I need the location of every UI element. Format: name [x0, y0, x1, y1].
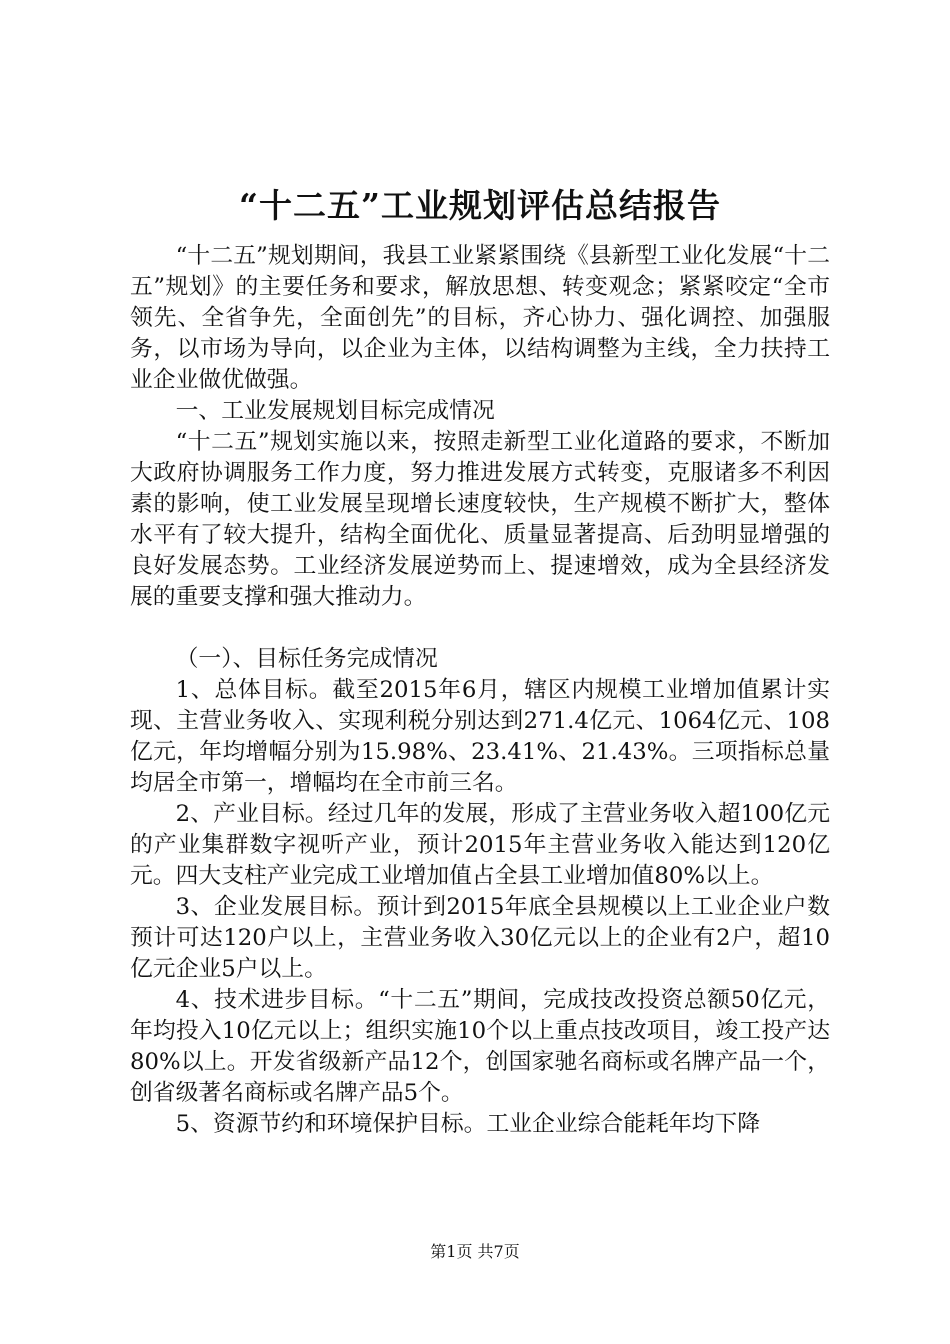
intro-paragraph: “十二五”规划期间，我县工业紧紧围绕《县新型工业化发展“十二五”规划》的主要任务和要求，解放思想、转变观念；紧紧咬定“全市领先、全省争先，全面创先”的目标，齐心协力、强化调控、加强服务，以市场为导向，以企业为主体，以结构调整为主线，全力扶持工业企业做优做强。	[130, 243, 830, 393]
goal-item-industry: 2、产业目标。经过几年的发展，形成了主营业务收入超100亿元的产业集群数字视听产业，预计2015年主营业务收入能达到120亿元。四大支柱产业完成工业增加值占全县工业增加值80%以上。	[130, 801, 830, 889]
goal-item-enterprise: 3、企业发展目标。预计到2015年底全县规模以上工业企业户数预计可达120户以上，主营业务收入30亿元以上的企业有2户，超10亿元企业5户以上。	[130, 894, 830, 982]
subsection-heading: （一）、目标任务完成情况	[175, 646, 438, 672]
goal-item-technology: 4、技术进步目标。“十二五”期间，完成技改投资总额50亿元，年均投入10亿元以上；组织实施10个以上重点技改项目，竣工投产达80%以上。开发省级新产品12个，创国家驰名商标或名牌产品一个，创省级著名商标或名牌产品5个。	[130, 987, 830, 1106]
document-title: “十二五”工业规划评估总结报告	[239, 186, 721, 225]
section-heading: 一、工业发展规划目标完成情况	[175, 398, 495, 424]
blank-line	[130, 613, 830, 644]
goal-item-environment: 5、资源节约和环境保护目标。工业企业综合能耗年均下降	[175, 1111, 761, 1137]
goal-item-overall: 1、总体目标。截至2015年6月，辖区内规模工业增加值累计实现、主营业务收入、实现利税分别达到271.4亿元、1064亿元、108亿元，年均增幅分别为15.98%、23.41%、21.43%。三项指标总量均居全市第一，增幅均在全市前三名。	[130, 677, 830, 796]
page-footer: 第1页 共7页	[430, 1242, 520, 1261]
section-paragraph: “十二五”规划实施以来，按照走新型工业化道路的要求，不断加大政府协调服务工作力度，努力推进发展方式转变，克服诸多不利因素的影响，使工业发展呈现增长速度较快，生产规模不断扩大，整体水平有了较大提升，结构全面优化、质量显著提高、后劲明显增强的良好发展态势。工业经济发展逆势而上、提速增效，成为全县经济发展的重要支撑和强大推动力。	[130, 429, 830, 610]
document-page	[130, 175, 830, 1140]
